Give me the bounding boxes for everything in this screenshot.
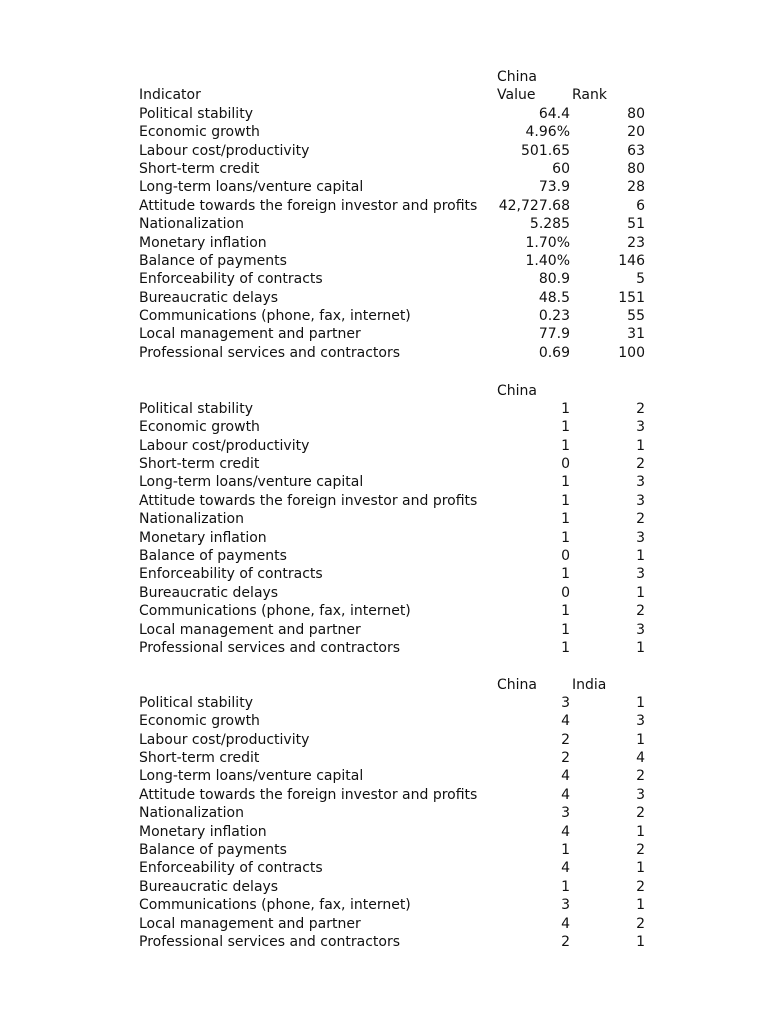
india-score-cell: 2	[636, 915, 645, 932]
indicator-cell: Enforceability of contracts	[139, 271, 323, 288]
score-cell: 3	[636, 419, 645, 436]
indicator-cell: Long-term loans/venture capital	[139, 768, 364, 785]
indicator-cell: Attitude towards the foreign investor and profits	[139, 492, 478, 509]
indicator-cell: Communications (phone, fax, internet)	[139, 308, 411, 325]
table-row	[139, 142, 659, 160]
table-body	[139, 400, 659, 657]
value-cell: 1.70%	[525, 234, 570, 251]
india-score-cell: 1	[636, 823, 645, 840]
table-row	[139, 492, 659, 510]
china-score-cell: 4	[561, 713, 570, 730]
table-row	[139, 841, 659, 859]
china-score-cell: 4	[561, 915, 570, 932]
table-row	[139, 565, 659, 583]
rank-cell: 55	[627, 308, 645, 325]
indicator-cell: Long-term loans/venture capital	[139, 474, 364, 491]
table-row	[139, 160, 659, 178]
rank-cell: 28	[627, 179, 645, 196]
india-score-cell: 1	[636, 933, 645, 950]
table-row	[139, 510, 659, 528]
india-score-cell: 1	[636, 731, 645, 748]
table-row	[139, 584, 659, 602]
score-cell: 1	[561, 474, 570, 491]
rank-cell: 31	[627, 326, 645, 343]
score-cell: 1	[561, 437, 570, 454]
score-cell: 1	[636, 548, 645, 565]
table-row	[139, 878, 659, 896]
table-row	[139, 252, 659, 270]
value-cell: 64.4	[538, 105, 570, 122]
value-cell: 501.65	[521, 142, 570, 159]
rank-cell: 80	[627, 105, 645, 122]
score-cell: 0	[561, 584, 570, 601]
table-row	[139, 804, 659, 822]
value-cell: 4.96%	[525, 124, 570, 141]
indicator-cell: Bureaucratic delays	[139, 289, 279, 306]
value-cell: 60	[552, 160, 570, 177]
china-score-cell: 4	[561, 768, 570, 785]
indicator-cell: Communications (phone, fax, internet)	[139, 897, 411, 914]
table-row	[139, 215, 659, 233]
table-row	[139, 933, 659, 951]
rank-cell: 6	[636, 197, 645, 214]
indicator-cell: Enforceability of contracts	[139, 860, 323, 877]
score-cell: 1	[561, 400, 570, 417]
column-header-india: India	[572, 676, 607, 693]
score-cell: 1	[561, 639, 570, 656]
score-cell: 1	[636, 437, 645, 454]
rank-cell: 151	[618, 289, 645, 306]
china-score-cell: 4	[561, 860, 570, 877]
table-row	[139, 547, 659, 565]
indicator-cell: Nationalization	[139, 216, 244, 233]
table-row	[139, 473, 659, 491]
score-cell: 1	[636, 639, 645, 656]
table-row	[139, 307, 659, 325]
table-row	[139, 896, 659, 914]
table-header-row	[139, 382, 659, 400]
india-score-cell: 2	[636, 805, 645, 822]
score-cell: 1	[561, 621, 570, 638]
table-row	[139, 915, 659, 933]
column-header-china: China	[497, 676, 537, 693]
indicator-cell: Monetary inflation	[139, 823, 267, 840]
table-row	[139, 234, 659, 252]
rank-cell: 23	[627, 234, 645, 251]
china-score-cell: 3	[561, 694, 570, 711]
indicator-cell: Short-term credit	[139, 750, 260, 767]
indicator-cell: Labour cost/productivity	[139, 142, 310, 159]
rank-cell: 63	[627, 142, 645, 159]
indicator-cell: Professional services and contractors	[139, 344, 401, 361]
table-row	[139, 105, 659, 123]
indicator-cell: Balance of payments	[139, 548, 287, 565]
column-header-value: Value	[497, 87, 536, 104]
value-cell: 5.285	[529, 216, 570, 233]
score-cell: 3	[636, 621, 645, 638]
score-cell: 1	[561, 529, 570, 546]
indicator-cell: Short-term credit	[139, 160, 260, 177]
china-score-cell: 2	[561, 750, 570, 767]
indicator-cell: Local management and partner	[139, 621, 361, 638]
column-header-indicator: Indicator	[139, 87, 201, 104]
indicator-cell: Bureaucratic delays	[139, 584, 279, 601]
score-cell: 1	[561, 566, 570, 583]
rank-cell: 80	[627, 160, 645, 177]
value-cell: 42,727.68	[498, 197, 570, 214]
china-score-cell: 1	[561, 842, 570, 859]
rank-cell: 5	[636, 271, 645, 288]
rank-cell: 51	[627, 216, 645, 233]
india-score-cell: 2	[636, 878, 645, 895]
table-row	[139, 325, 659, 343]
table-row	[139, 694, 659, 712]
indicator-cell: Attitude towards the foreign investor and profits	[139, 786, 478, 803]
score-cell: 1	[561, 492, 570, 509]
india-score-cell: 3	[636, 786, 645, 803]
score-cell: 3	[636, 474, 645, 491]
indicator-cell: Economic growth	[139, 124, 260, 141]
table-row	[139, 529, 659, 547]
india-score-cell: 4	[636, 750, 645, 767]
table-row	[139, 270, 659, 288]
table-row	[139, 602, 659, 620]
value-cell: 1.40%	[525, 252, 570, 269]
indicator-cell: Balance of payments	[139, 842, 287, 859]
table-row	[139, 859, 659, 877]
table-header-row	[139, 68, 659, 86]
china-score-cell: 1	[561, 878, 570, 895]
score-cell: 3	[636, 529, 645, 546]
indicator-cell: Balance of payments	[139, 252, 287, 269]
indicator-cell: Economic growth	[139, 713, 260, 730]
rank-cell: 20	[627, 124, 645, 141]
indicator-cell: Long-term loans/venture capital	[139, 179, 364, 196]
table-body	[139, 694, 659, 951]
score-cell: 0	[561, 548, 570, 565]
indicator-cell: Monetary inflation	[139, 529, 267, 546]
table-row	[139, 455, 659, 473]
indicator-cell: Local management and partner	[139, 915, 361, 932]
score-cell: 1	[561, 419, 570, 436]
indicator-cell: Bureaucratic delays	[139, 878, 279, 895]
column-header-rank: Rank	[572, 87, 607, 104]
table-row	[139, 400, 659, 418]
indicator-cell: Political stability	[139, 694, 253, 711]
indicator-cell: Nationalization	[139, 511, 244, 528]
table-row	[139, 639, 659, 657]
score-cell: 2	[636, 456, 645, 473]
indicator-cell: Professional services and contractors	[139, 639, 401, 656]
indicator-cell: Local management and partner	[139, 326, 361, 343]
china-score-cell: 2	[561, 731, 570, 748]
value-cell: 0.23	[538, 308, 570, 325]
indicator-cell: Nationalization	[139, 805, 244, 822]
value-cell: 73.9	[538, 179, 570, 196]
table-row	[139, 731, 659, 749]
china-score-cell: 3	[561, 897, 570, 914]
score-cell: 3	[636, 566, 645, 583]
india-score-cell: 1	[636, 860, 645, 877]
china-score-cell: 4	[561, 786, 570, 803]
table-row	[139, 289, 659, 307]
score-cell: 0	[561, 456, 570, 473]
china-india-comparison-table	[139, 676, 659, 952]
table-row	[139, 178, 659, 196]
table-row	[139, 712, 659, 730]
china-score-cell: 3	[561, 805, 570, 822]
table-header-row	[139, 86, 659, 104]
table-row	[139, 767, 659, 785]
table-row	[139, 823, 659, 841]
table-row	[139, 749, 659, 767]
indicator-cell: Political stability	[139, 105, 253, 122]
china-score-cell: 2	[561, 933, 570, 950]
indicator-cell: Enforceability of contracts	[139, 566, 323, 583]
indicator-cell: Professional services and contractors	[139, 933, 401, 950]
indicator-value-rank-table	[139, 68, 659, 362]
table-row	[139, 123, 659, 141]
score-cell: 2	[636, 400, 645, 417]
table-row	[139, 197, 659, 215]
table-header-row	[139, 676, 659, 694]
score-cell: 3	[636, 492, 645, 509]
score-cell: 1	[561, 511, 570, 528]
score-cell: 2	[636, 603, 645, 620]
column-header-country: China	[497, 69, 537, 85]
indicator-cell: Monetary inflation	[139, 234, 267, 251]
china-score-cell: 4	[561, 823, 570, 840]
india-score-cell: 2	[636, 842, 645, 859]
india-score-cell: 2	[636, 768, 645, 785]
indicator-cell: Political stability	[139, 400, 253, 417]
value-cell: 48.5	[538, 289, 570, 306]
indicator-cell: Communications (phone, fax, internet)	[139, 603, 411, 620]
value-cell: 0.69	[538, 344, 570, 361]
indicator-cell: Attitude towards the foreign investor and profits	[139, 197, 478, 214]
value-cell: 77.9	[538, 326, 570, 343]
score-cell: 2	[636, 511, 645, 528]
indicator-cell: Labour cost/productivity	[139, 437, 310, 454]
rank-cell: 146	[618, 252, 645, 269]
india-score-cell: 1	[636, 897, 645, 914]
value-cell: 80.9	[538, 271, 570, 288]
indicator-cell: Labour cost/productivity	[139, 731, 310, 748]
indicator-binary-table	[139, 382, 659, 658]
score-cell: 1	[561, 603, 570, 620]
table-row	[139, 344, 659, 362]
rank-cell: 100	[618, 344, 645, 361]
table-row	[139, 437, 659, 455]
table-row	[139, 418, 659, 436]
table-body	[139, 105, 659, 362]
table-row	[139, 786, 659, 804]
india-score-cell: 3	[636, 713, 645, 730]
indicator-cell: Economic growth	[139, 419, 260, 436]
indicator-cell: Short-term credit	[139, 456, 260, 473]
score-cell: 1	[636, 584, 645, 601]
india-score-cell: 1	[636, 694, 645, 711]
column-header-country: China	[497, 382, 537, 399]
table-row	[139, 621, 659, 639]
